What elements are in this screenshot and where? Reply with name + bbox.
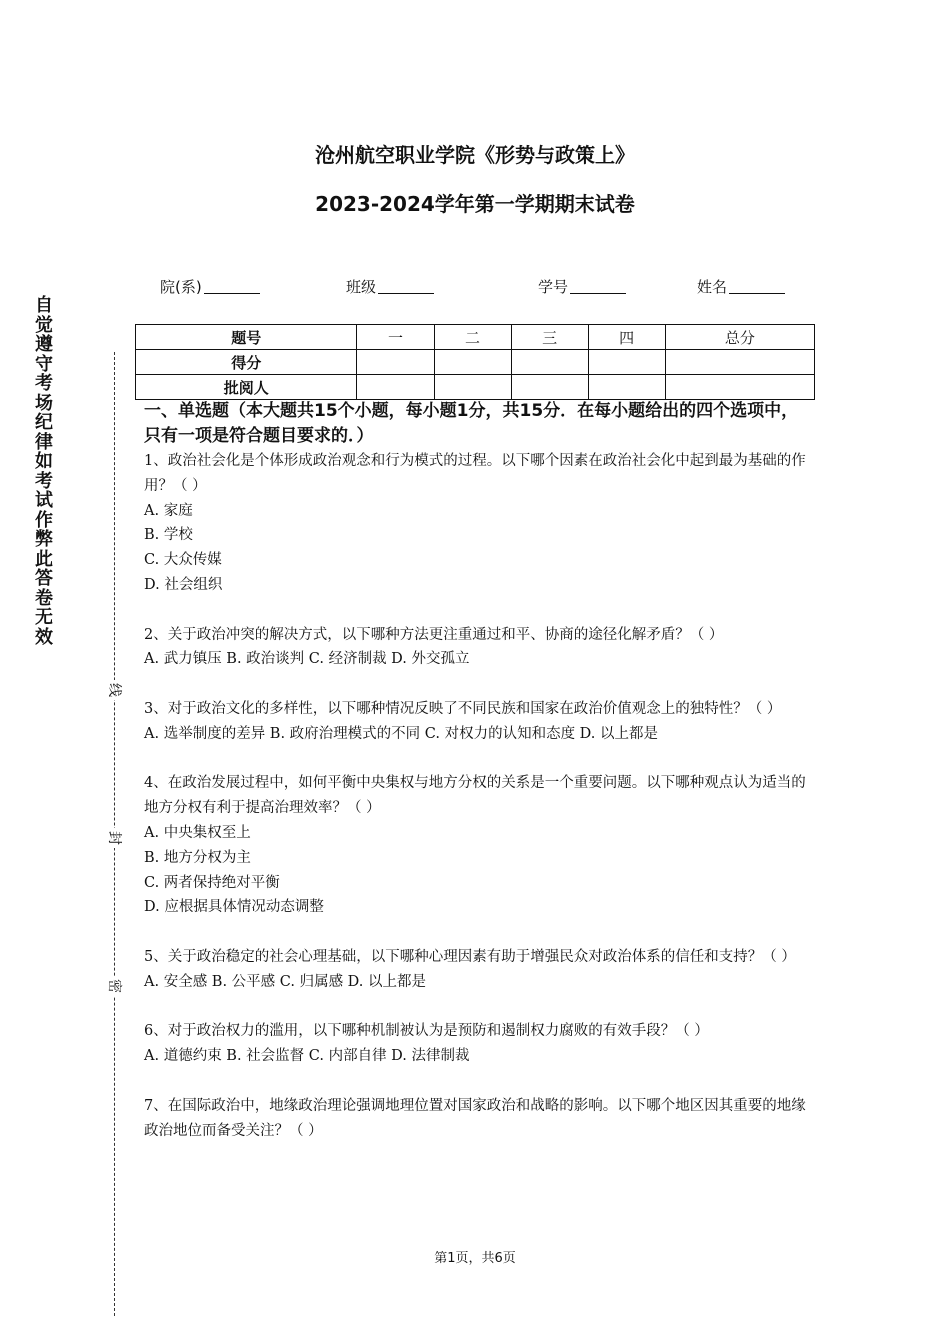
score-table-row xyxy=(136,350,815,375)
answer-option[interactable]: A. 武力镇压 B. 政治谈判 C. 经济制裁 D. 外交孤立 xyxy=(144,651,470,668)
exam-discipline-note: 自觉遵守考场纪律如考试作弊此答卷无效 xyxy=(35,295,53,648)
question-text: 3、对于政治文化的多样性，以下哪种情况反映了不同民族和国家在政治价值观念上的独特性？（ ） xyxy=(144,700,782,717)
question xyxy=(144,697,808,747)
score-cell[interactable] xyxy=(357,375,434,400)
score-header-cell: 四 xyxy=(588,325,665,350)
department-label: 院(系) xyxy=(160,278,202,296)
student-id-field[interactable] xyxy=(538,276,626,297)
answer-option[interactable]: C. 大众传媒 xyxy=(144,552,222,569)
score-table-header-row xyxy=(136,325,815,350)
answer-option[interactable]: D. 社会组织 xyxy=(144,576,223,593)
question-text: 6、对于政治权力的滥用，以下哪种机制被认为是预防和遏制权力腐败的有效手段？（ ） xyxy=(144,1023,709,1040)
name-field[interactable] xyxy=(697,276,785,297)
margin-mark-line: 线 xyxy=(104,680,124,700)
class-blank[interactable] xyxy=(378,278,434,294)
score-cell[interactable] xyxy=(434,350,511,375)
question xyxy=(144,771,808,920)
answer-option[interactable]: A. 中央集权至上 xyxy=(144,824,251,841)
answer-option[interactable]: D. 应根据具体情况动态调整 xyxy=(144,899,324,916)
score-header-cell: 总分 xyxy=(665,325,814,350)
score-cell[interactable] xyxy=(665,375,814,400)
score-header-cell: 一 xyxy=(357,325,434,350)
department-blank[interactable] xyxy=(204,278,260,294)
question-text: 4、在政治发展过程中，如何平衡中央集权与地方分权的关系是一个重要问题。以下哪种观点认为适当的地方分权有利于提高治理效率？（ ） xyxy=(144,775,806,817)
margin-mark-seal: 封 xyxy=(104,828,124,848)
answer-option[interactable]: A. 道德约束 B. 社会监督 C. 内部自律 D. 法律制裁 xyxy=(144,1048,470,1065)
margin-mark-secret: 密 xyxy=(104,976,124,996)
answer-option[interactable]: C. 两者保持绝对平衡 xyxy=(144,874,280,891)
section-heading: 一、单选题（本大题共15个小题，每小题1分，共15分．在每小题给出的四个选项中，只有一项是符合题目要求的．） xyxy=(144,401,799,446)
department-field[interactable] xyxy=(160,276,260,297)
score-cell[interactable] xyxy=(588,350,665,375)
exam-content xyxy=(144,399,808,1143)
question-text: 2、关于政治冲突的解决方式，以下哪种方法更注重通过和平、协商的途径化解矛盾？（ ） xyxy=(144,626,724,643)
score-header-cell: 题号 xyxy=(136,325,357,350)
question-text: 1、政治社会化是个体形成政治观念和行为模式的过程。以下哪个因素在政治社会化中起到最为基础的作用？（ ） xyxy=(144,453,806,494)
score-cell[interactable] xyxy=(588,375,665,400)
name-blank[interactable] xyxy=(729,278,785,294)
class-label: 班级 xyxy=(346,278,377,296)
score-table-row xyxy=(136,375,815,400)
score-table xyxy=(135,324,815,400)
student-id-blank[interactable] xyxy=(570,278,626,294)
exam-title-line2: 2023-2024学年第一学期期末试卷 xyxy=(315,192,635,216)
answer-option[interactable]: B. 学校 xyxy=(144,527,193,544)
answer-option[interactable]: A. 家庭 xyxy=(144,502,193,519)
score-cell[interactable] xyxy=(357,350,434,375)
question xyxy=(144,449,808,598)
answer-option[interactable]: A. 选举制度的差异 B. 政府治理模式的不同 C. 对权力的认知和态度 D. 以上都是 xyxy=(144,725,659,742)
student-id-label: 学号 xyxy=(538,278,569,296)
question xyxy=(144,1019,808,1069)
score-cell[interactable] xyxy=(665,350,814,375)
exam-title-line1: 沧州航空职业学院《形势与政策上》 xyxy=(315,143,635,167)
question xyxy=(144,1094,808,1144)
name-label: 姓名 xyxy=(697,278,728,296)
score-cell[interactable] xyxy=(511,350,588,375)
class-field[interactable] xyxy=(346,276,434,297)
question xyxy=(144,945,808,995)
score-row-label: 得分 xyxy=(136,350,357,375)
score-header-cell: 二 xyxy=(434,325,511,350)
question-text: 7、在国际政治中，地缘政治理论强调地理位置对国家政治和战略的影响。以下哪个地区因其重要的地缘政治地位而备受关注？（ ） xyxy=(144,1097,806,1139)
answer-option[interactable]: B. 地方分权为主 xyxy=(144,849,251,866)
answer-option[interactable]: A. 安全感 B. 公平感 C. 归属感 D. 以上都是 xyxy=(144,973,427,990)
question-text: 5、关于政治稳定的社会心理基础，以下哪种心理因素有助于增强民众对政治体系的信任和支持？（ ） xyxy=(144,948,796,965)
score-header-cell: 三 xyxy=(511,325,588,350)
question xyxy=(144,623,808,673)
score-row-label: 批阅人 xyxy=(136,375,357,400)
score-cell[interactable] xyxy=(434,375,511,400)
score-cell[interactable] xyxy=(511,375,588,400)
page-footer: 第1页，共6页 xyxy=(434,1251,516,1266)
